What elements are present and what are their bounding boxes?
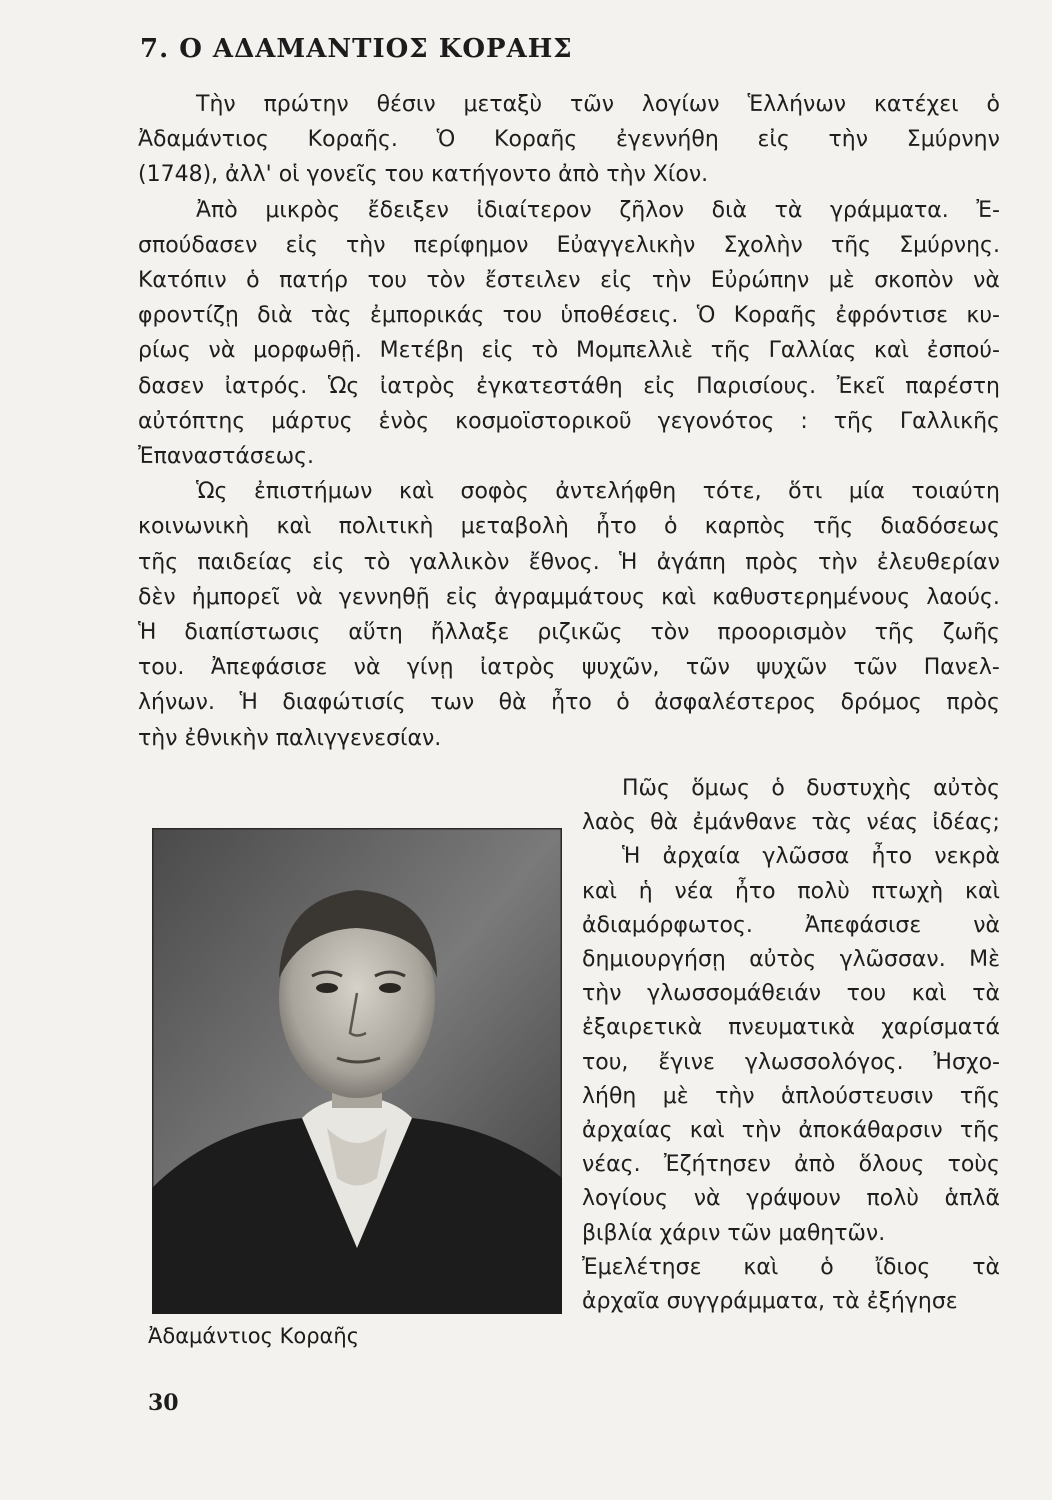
portrait-caption: Ἀδαμάντιος Κοραῆς	[148, 1324, 360, 1348]
text-line: βιβλία χάριν τῶν μαθητῶν.	[582, 1220, 886, 1246]
text-line: λαὸς θὰ ἐμάνθανε τὰς νέας ἰδέας;	[582, 810, 1000, 836]
text-line: δασεν ἰατρός. Ὡς ἰατρὸς ἐγκατεστάθη εἰς Παρισίους. Ἐκεῖ παρέστη	[138, 373, 1000, 399]
text-line: Ὡς ἐπιστήμων καὶ σοφὸς ἀντελήφθη τότε, ὅτι μία τοιαύτη	[196, 479, 1000, 505]
text-line: δημιουργήσῃ αὐτὸς γλῶσσαν. Μὲ	[582, 947, 1000, 972]
text-line: Πῶς ὅμως ὁ δυστυχὴς αὐτὸς	[622, 776, 1000, 801]
text-line: Ἐπαναστάσεως.	[138, 444, 315, 469]
text-line: δὲν ἠμπορεῖ νὰ γεννηθῇ εἰς ἀγραμμάτους καὶ καθυστερημένους λαούς.	[138, 584, 1000, 610]
text-line: σπούδασεν εἰς τὴν περίφημον Εὐαγγελικὴν Σχολὴν τῆς Σμύρνης.	[138, 232, 1000, 258]
text-line: ρίως νὰ μορφωθῇ. Μετέβη εἰς τὸ Μομπελλιὲ τῆς Γαλλίας καὶ ἐσπού-	[138, 338, 1000, 364]
text-line: Ἡ διαπίστωσις αὕτη ἤλλαξε ριζικῶς τὸν προορισμὸν τῆς ζωῆς	[138, 620, 1000, 645]
text-line: του, ἔγινε γλωσσολόγος. Ἠσχο-	[582, 1049, 1000, 1075]
text-line: Κατόπιν ὁ πατήρ του τὸν ἔστειλεν εἰς τὴν Εὐρώπην μὲ σκοπὸν νὰ	[138, 268, 1000, 293]
text-line: τῆς παιδείας εἰς τὸ γαλλικὸν ἔθνος. Ἡ ἀγάπη πρὸς τὴν ἐλευθερίαν	[138, 549, 1000, 575]
text-line: Τὴν πρώτην θέσιν μεταξὺ τῶν λογίων Ἑλλήνων κατέχει ὁ	[196, 92, 1000, 117]
text-line: αὐτόπτης μάρτυς ἑνὸς κοσμοϊστορικοῦ γεγονότος : τῆς Γαλλικῆς	[138, 408, 1000, 434]
text-line: Ἀπὸ μικρὸς ἔδειξεν ἰδιαίτερον ζῆλον διὰ τὰ γράμματα. Ἐ-	[196, 197, 1000, 223]
text-line: ἀρχαῖα συγγράμματα, τὰ ἐξήγησε	[582, 1289, 958, 1314]
text-line: λήνων. Ἡ διαφώτισίς των θὰ ἦτο ὁ ἀσφαλέστερος δρόμος πρὸς	[138, 690, 1000, 716]
text-line: κοινωνικὴ καὶ πολιτικὴ μεταβολὴ ἦτο ὁ καρπὸς τῆς διαδόσεως	[138, 514, 1000, 540]
chapter-title: 7. Ο ΑΔΑΜΑΝΤΙΟΣ ΚΟΡΑΗΣ	[140, 34, 573, 64]
text-line: τὴν γλωσσομάθειάν του καὶ τὰ	[582, 981, 1000, 1007]
portrait-image	[152, 828, 562, 1314]
text-line: (1748), ἀλλ' οἱ γονεῖς του κατήγοντο ἀπὸ τὴν Χίον.	[138, 162, 709, 188]
text-line: τὴν ἐθνικὴν παλιγγενεσίαν.	[138, 725, 442, 751]
text-line: Ἐμελέτησε καὶ ὁ ἴδιος τὰ	[582, 1254, 1000, 1280]
text-line: ἀδιαμόρφωτος. Ἀπεφάσισε νὰ	[582, 912, 1000, 938]
text-line: φροντίζῃ διὰ τὰς ἐμπορικάς του ὑποθέσεις. Ὁ Κοραῆς ἐφρόντισε κυ-	[138, 303, 1000, 329]
text-line: του. Ἀπεφάσισε νὰ γίνῃ ἰατρὸς ψυχῶν, τῶν ψυχῶν τῶν Πανελ-	[138, 655, 1000, 681]
text-line: νέας. Ἐζήτησεν ἀπὸ ὅλους τοὺς	[582, 1152, 1000, 1178]
text-line: ἀρχαίας καὶ τὴν ἀποκάθαρσιν τῆς	[582, 1118, 1000, 1143]
text-line: λογίους νὰ γράψουν πολὺ ἁπλᾶ	[582, 1186, 1000, 1212]
text-line: Ἡ ἀρχαία γλῶσσα ἦτο νεκρὰ	[622, 844, 1000, 870]
text-line: λήθη μὲ τὴν ἁπλούστευσιν τῆς	[582, 1083, 1000, 1109]
text-line: ἐξαιρετικὰ πνευματικὰ χαρίσματά	[582, 1015, 1000, 1041]
text-line: Ἀδαμάντιος Κοραῆς. Ὁ Κοραῆς ἐγεννήθη εἰς τὴν Σμύρνην	[138, 127, 1000, 153]
text-line: καὶ ἡ νέα ἦτο πολὺ πτωχὴ καὶ	[582, 878, 1000, 904]
page-number: 30	[148, 1390, 179, 1416]
